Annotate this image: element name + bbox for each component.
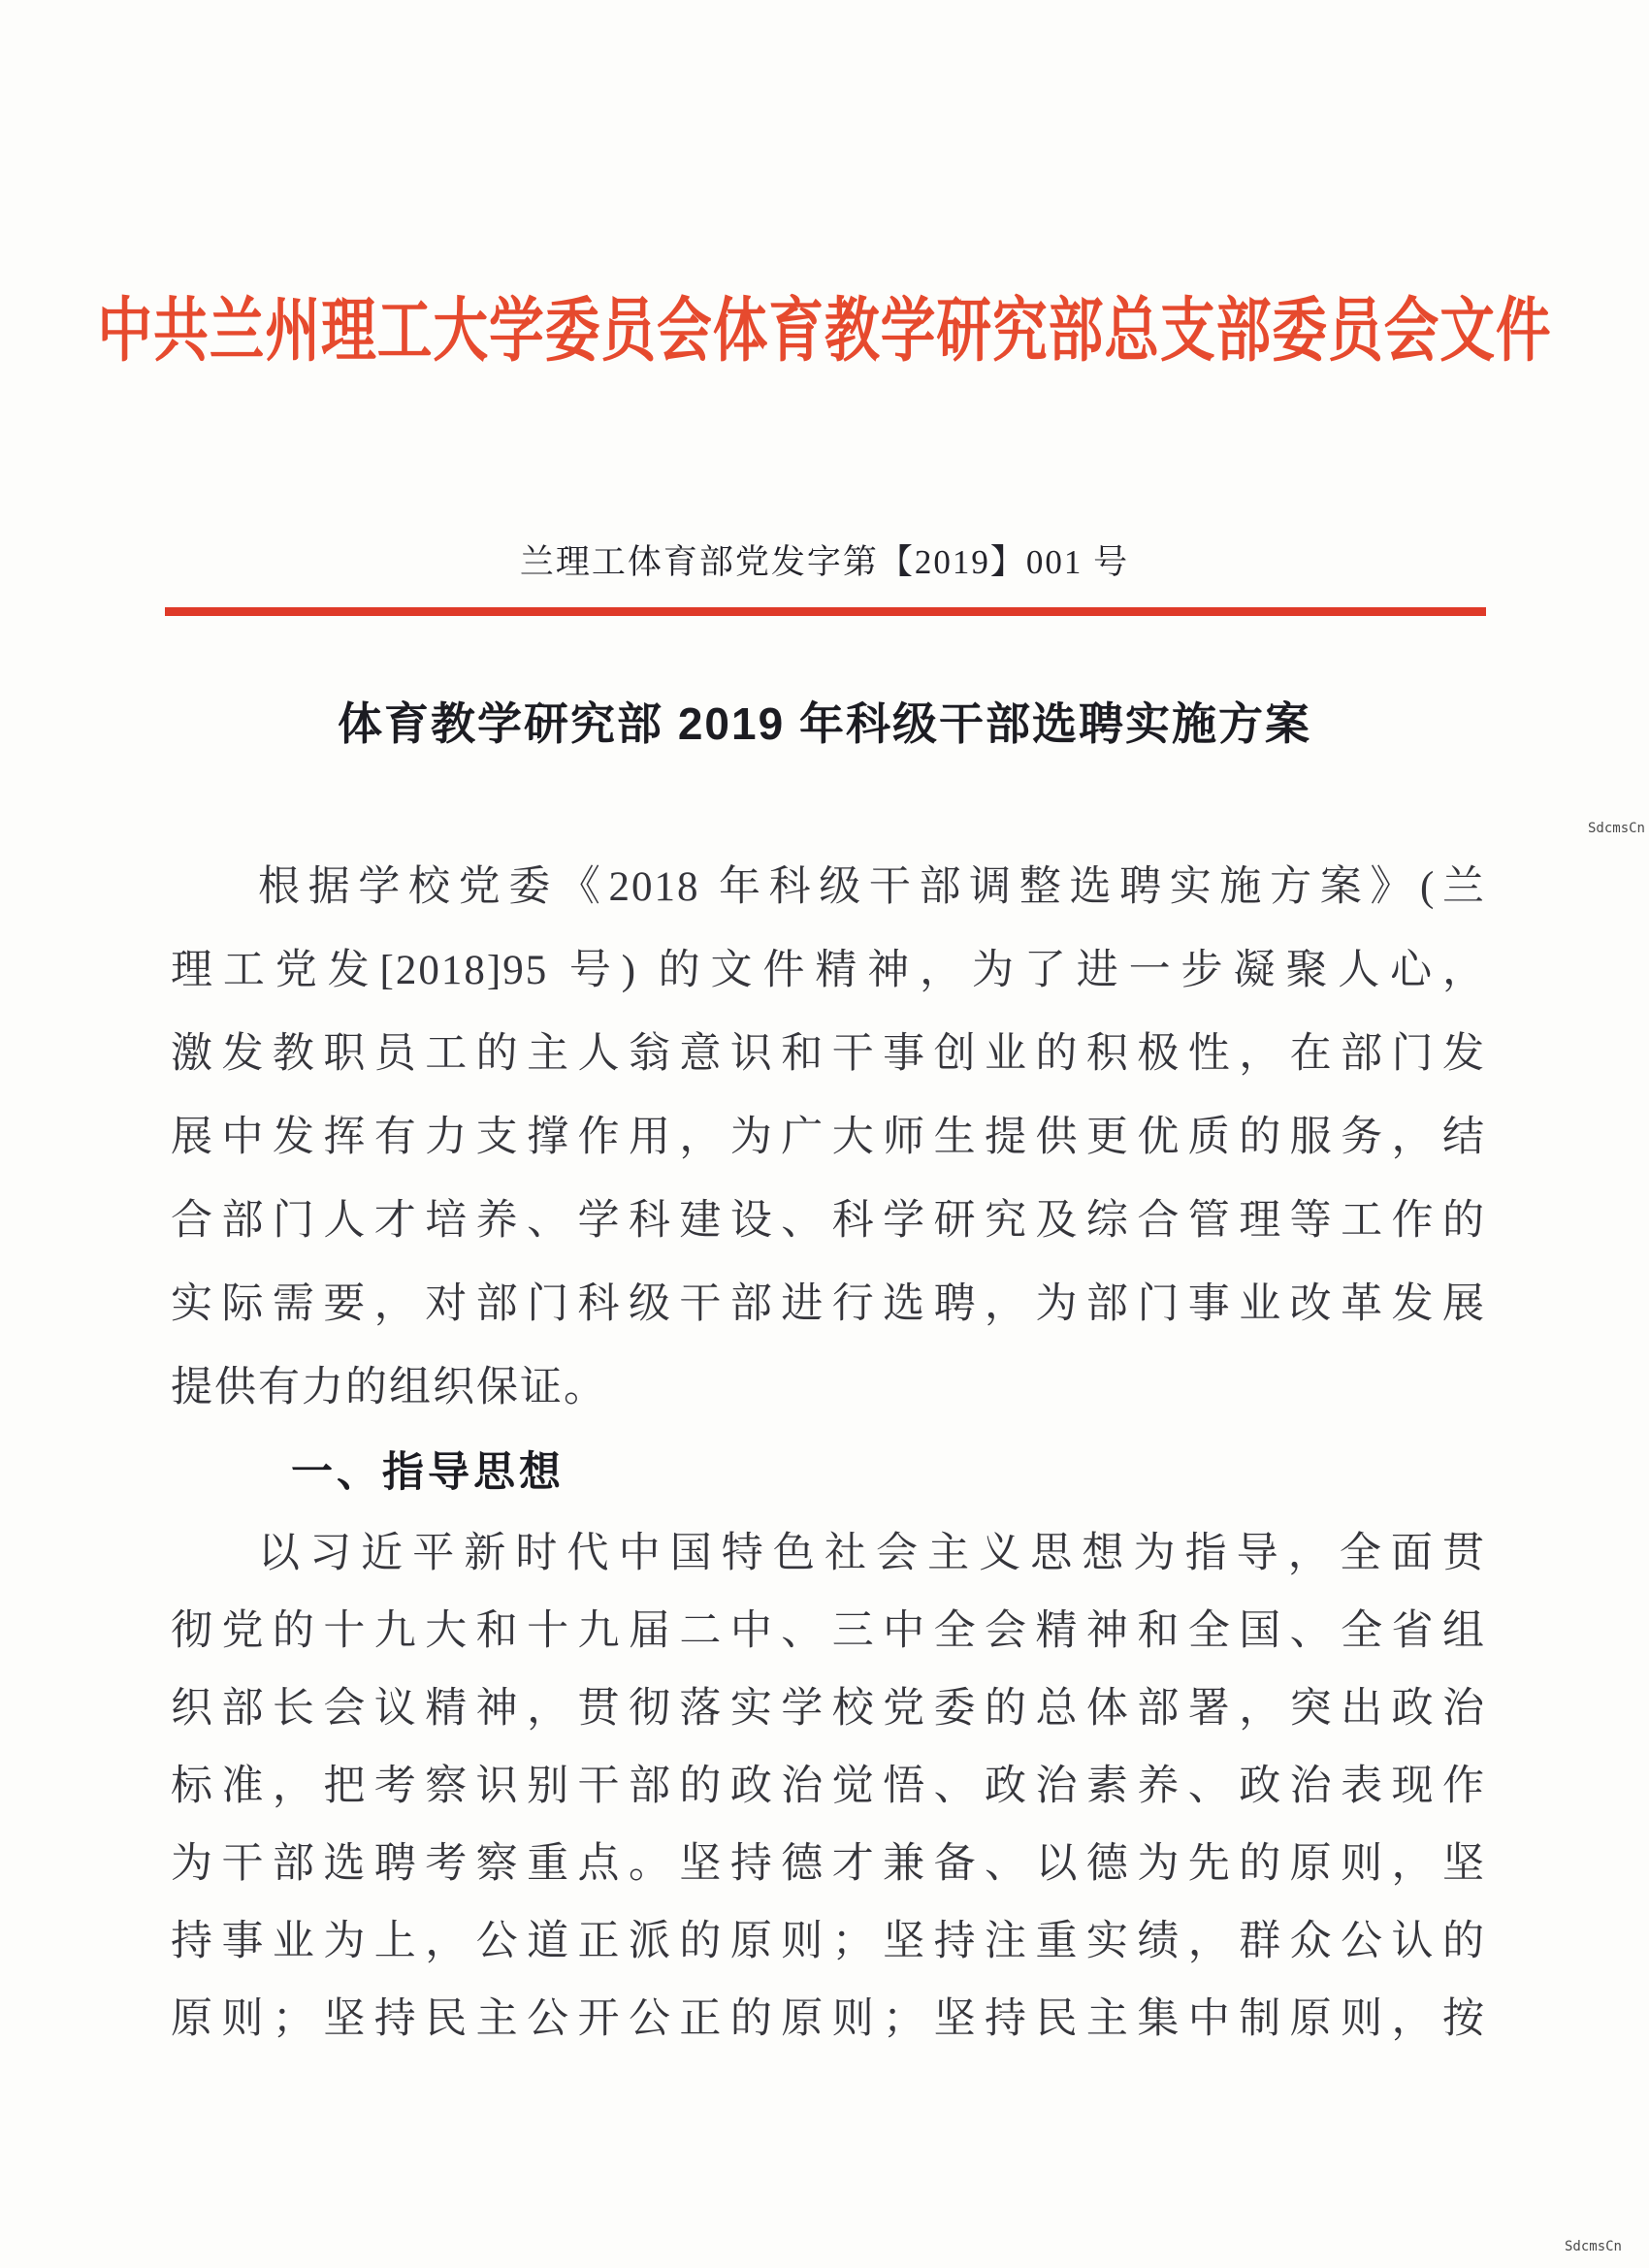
watermark-text: SdcmsCn xyxy=(1564,2239,1622,2254)
watermark-text: SdcmsCn xyxy=(1587,821,1645,836)
section-heading-1: 一、指导思想 xyxy=(291,1449,565,1496)
text-line: 合部门人才培养、学科建设、科学研究及综合管理等工作的 xyxy=(171,1198,1486,1244)
text-line: 标准，把考察识别干部的政治觉悟、政治素养、政治表现作 xyxy=(171,1764,1486,1809)
red-divider-rule xyxy=(165,607,1486,616)
paragraph-intro xyxy=(171,846,1486,1430)
letterhead-banner xyxy=(0,283,1649,372)
text-line: 原则；坚持民主公开公正的原则；坚持民主集中制原则，按 xyxy=(171,1996,1486,2042)
text-line: 持事业为上，公道正派的原则；坚持注重实绩，群众公认的 xyxy=(171,1919,1486,1964)
text-line: 根据学校党委《2018 年科级干部调整选聘实施方案》(兰 xyxy=(258,864,1486,910)
text-line: 以习近平新时代中国特色社会主义思想为指导，全面贯 xyxy=(258,1531,1486,1576)
letterhead-title: 中共兰州理工大学委员会体育教学研究部总支部委员会文件 xyxy=(97,294,1552,372)
document-body xyxy=(171,846,1486,2058)
document-title: 体育教学研究部 2019 年科级干部选聘实施方案 xyxy=(338,698,1311,749)
text-line: 提供有力的组织保证。 xyxy=(171,1365,607,1410)
text-line: 理工党发[2018]95 号) 的文件精神，为了进一步凝聚人心， xyxy=(171,948,1486,993)
paragraph-guiding-ideology xyxy=(171,1515,1486,2058)
text-line: 激发教职员工的主人翁意识和干事创业的积极性，在部门发 xyxy=(171,1031,1486,1077)
text-line: 彻党的十九大和十九届二中、三中全会精神和全国、全省组 xyxy=(171,1608,1486,1654)
document-number: 兰理工体育部党发字第【2019】001 号 xyxy=(519,543,1130,581)
text-line: 为干部选聘考察重点。坚持德才兼备、以德为先的原则，坚 xyxy=(171,1841,1486,1887)
text-line: 展中发挥有力支撑作用，为广大师生提供更优质的服务，结 xyxy=(171,1115,1486,1160)
text-line: 织部长会议精神，贯彻落实学校党委的总体部署，突出政治 xyxy=(171,1686,1486,1732)
text-line: 实际需要，对部门科级干部进行选聘，为部门事业改革发展 xyxy=(171,1281,1486,1327)
